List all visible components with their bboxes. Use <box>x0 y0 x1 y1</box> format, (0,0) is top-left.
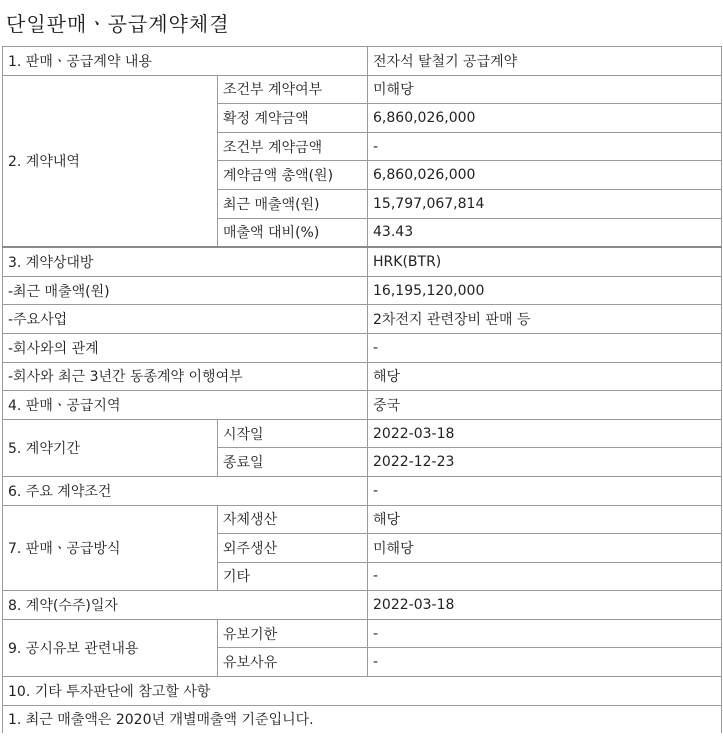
revenue-ratio-label: 매출액 대비(%) <box>218 218 368 247</box>
table-row <box>3 75 722 104</box>
outsourced-production-label: 외주생산 <box>218 534 368 563</box>
other-method-value: - <box>368 562 722 591</box>
document-title: 단일판매ㆍ공급계약체결 <box>6 12 230 36</box>
contract-content-label: 1. 판매ㆍ공급계약 내용 <box>3 47 368 76</box>
start-date-label: 시작일 <box>218 419 368 448</box>
table-row <box>3 505 722 534</box>
other-method-label: 기타 <box>218 562 368 591</box>
in-house-production-value: 해당 <box>368 505 722 534</box>
relationship-label: -회사와의 관계 <box>3 333 368 362</box>
counterparty-revenue-label: -최근 매출액(원) <box>3 276 368 305</box>
end-date-value: 2022-12-23 <box>368 448 722 477</box>
disclosure-table <box>2 46 722 733</box>
conditional-contract-label: 조건부 계약여부 <box>218 75 368 104</box>
supply-region-value: 중국 <box>368 391 722 420</box>
counterparty-value: HRK(BTR) <box>368 247 722 276</box>
main-conditions-value: - <box>368 476 722 505</box>
conditional-amount-label: 조건부 계약금액 <box>218 132 368 161</box>
table-row <box>3 591 722 620</box>
table-row <box>3 362 722 391</box>
recent-revenue-label: 최근 매출액(원) <box>218 189 368 218</box>
contract-content-value: 전자석 탈철기 공급계약 <box>368 47 722 76</box>
table-row <box>3 677 722 706</box>
main-business-label: -주요사업 <box>3 305 368 334</box>
confirmed-amount-value: 6,860,026,000 <box>368 104 722 133</box>
table-row <box>3 619 722 648</box>
contract-period-label: 5. 계약기간 <box>3 419 218 476</box>
deferral-reason-label: 유보사유 <box>218 648 368 677</box>
outsourced-production-value: 미해당 <box>368 534 722 563</box>
other-reference-label: 10. 기타 투자판단에 참고할 사항 <box>3 677 722 706</box>
contract-date-label: 8. 계약(수주)일자 <box>3 591 368 620</box>
total-amount-value: 6,860,026,000 <box>368 161 722 190</box>
in-house-production-label: 자체생산 <box>218 505 368 534</box>
disclosure-deferral-label: 9. 공시유보 관련내용 <box>3 619 218 676</box>
table-row <box>3 276 722 305</box>
deferral-deadline-value: - <box>368 619 722 648</box>
table-row <box>3 476 722 505</box>
table-row <box>3 333 722 362</box>
table-row <box>3 419 722 448</box>
confirmed-amount-label: 확정 계약금액 <box>218 104 368 133</box>
conditional-contract-value: 미해당 <box>368 75 722 104</box>
relationship-value: - <box>368 333 722 362</box>
table-row <box>3 391 722 420</box>
recent-revenue-value: 15,797,067,814 <box>368 189 722 218</box>
start-date-value: 2022-03-18 <box>368 419 722 448</box>
deferral-reason-value: - <box>368 648 722 677</box>
counterparty-label: 3. 계약상대방 <box>3 247 368 276</box>
conditional-amount-value: - <box>368 132 722 161</box>
main-business-value: 2차전지 관련장비 판매 등 <box>368 305 722 334</box>
table-row <box>3 305 722 334</box>
table-row <box>3 47 722 76</box>
end-date-label: 종료일 <box>218 448 368 477</box>
total-amount-label: 계약금액 총액(원) <box>218 161 368 190</box>
deferral-deadline-label: 유보기한 <box>218 619 368 648</box>
supply-region-label: 4. 판매ㆍ공급지역 <box>3 391 368 420</box>
similar-contract-value: 해당 <box>368 362 722 391</box>
counterparty-revenue-value: 16,195,120,000 <box>368 276 722 305</box>
supply-method-label: 7. 판매ㆍ공급방식 <box>3 505 218 591</box>
other-reference-note: 1. 최근 매출액은 2020년 개별매출액 기준입니다. <box>3 705 722 733</box>
contract-details-label: 2. 계약내역 <box>3 75 218 247</box>
table-row <box>3 705 722 733</box>
revenue-ratio-value: 43.43 <box>368 218 722 247</box>
main-conditions-label: 6. 주요 계약조건 <box>3 476 368 505</box>
table-row <box>3 247 722 276</box>
similar-contract-label: -회사와 최근 3년간 동종계약 이행여부 <box>3 362 368 391</box>
contract-date-value: 2022-03-18 <box>368 591 722 620</box>
